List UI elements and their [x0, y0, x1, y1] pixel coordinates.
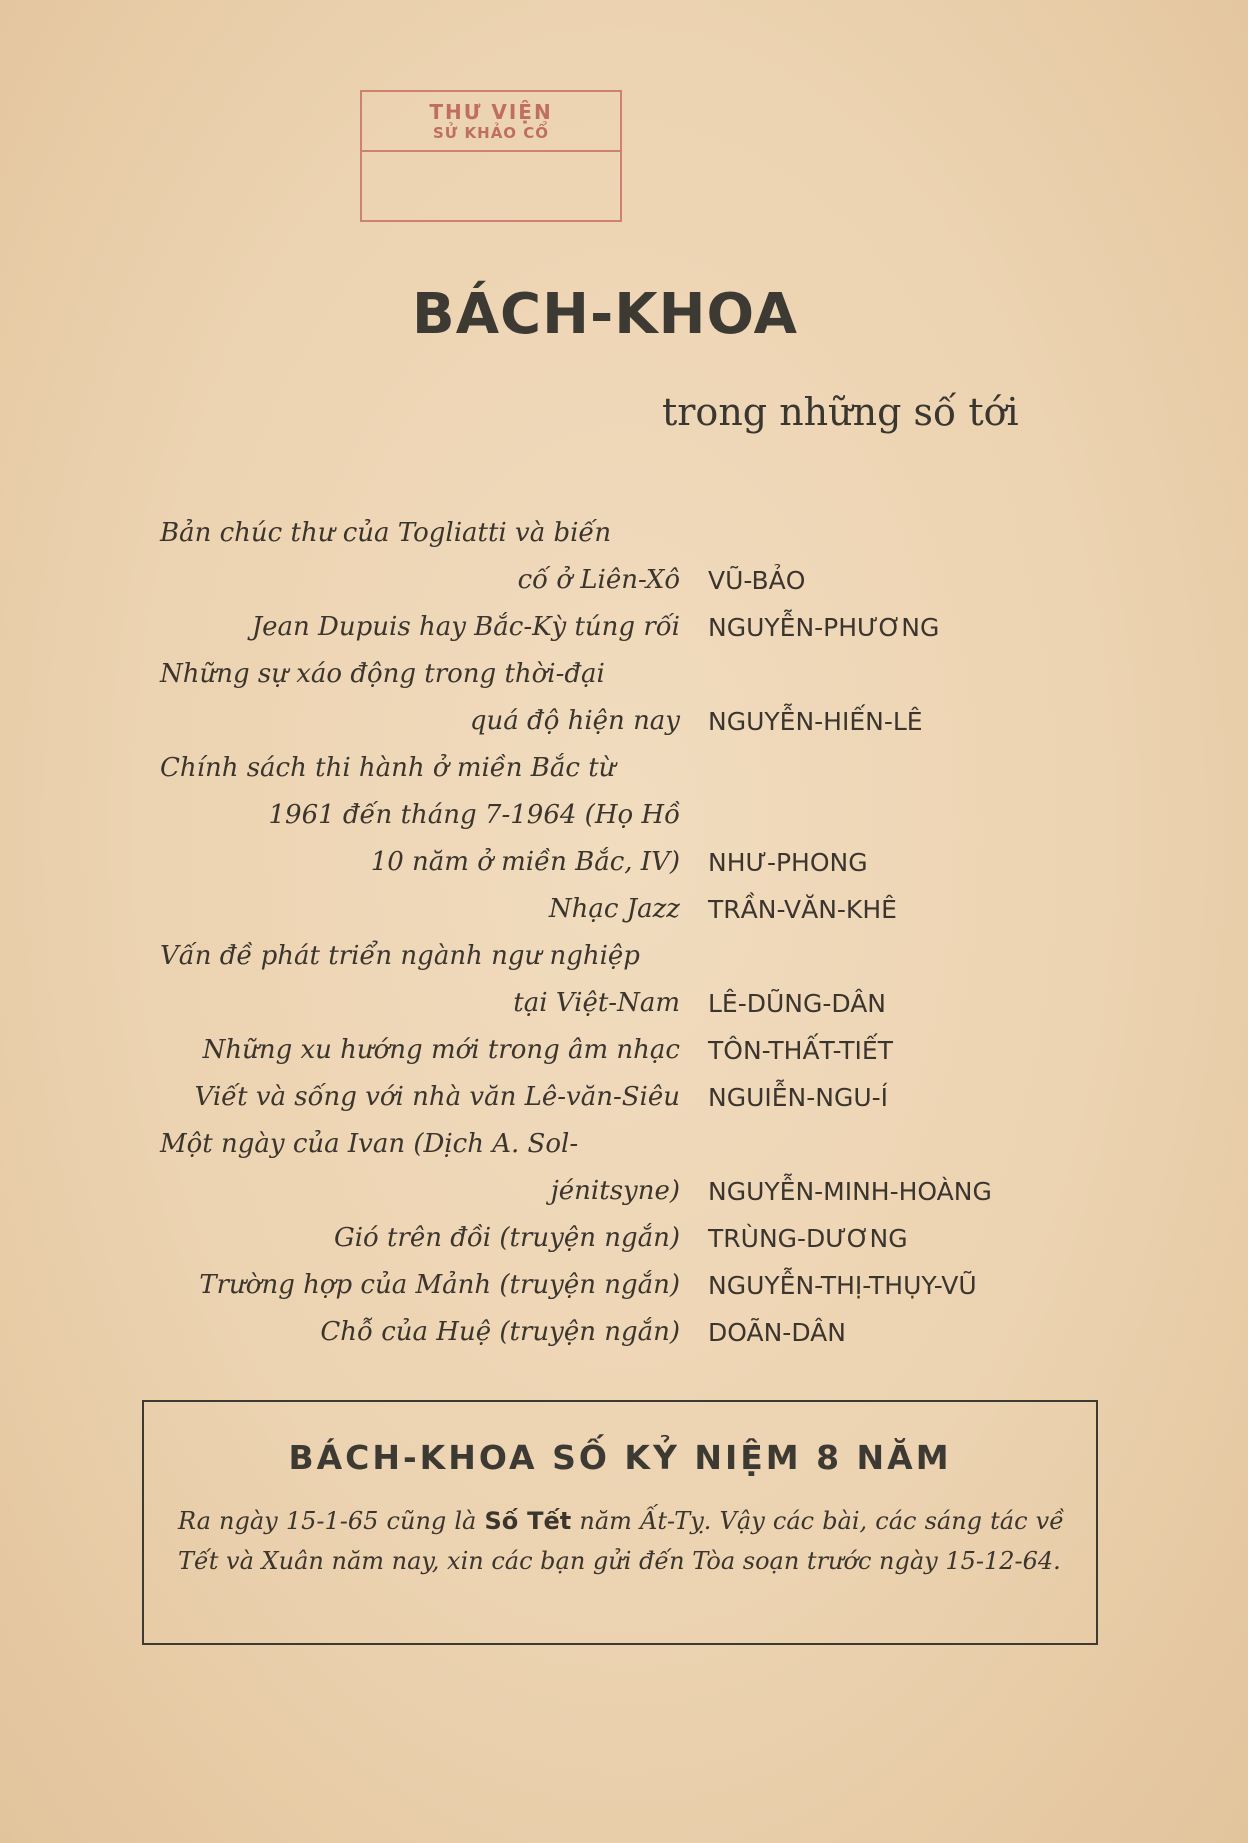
- toc-title-line: 1961 đến tháng 7-1964 (Họ Hồ: [268, 800, 680, 830]
- toc-title-line: Chính sách thi hành ở miền Bắc từ: [160, 753, 616, 783]
- toc-title: [160, 1309, 680, 1356]
- table-of-contents: [160, 510, 1060, 1356]
- announcement-heading: BÁCH-KHOA SỐ KỶ NIỆM 8 NĂM: [288, 1438, 952, 1477]
- toc-title-line: Trường hợp của Mảnh (truyện ngắn): [199, 1270, 680, 1300]
- announcement-bold: Số Tết: [484, 1507, 572, 1535]
- library-stamp: [360, 90, 622, 222]
- announcement-text: [178, 1501, 1064, 1581]
- toc-row: [160, 1074, 1060, 1121]
- toc-row: [160, 1262, 1060, 1309]
- stamp-line-1: THƯ VIỆN: [429, 100, 553, 124]
- toc-title: [160, 1121, 680, 1215]
- stamp-line-2: SỬ KHẢO CỔ: [432, 124, 550, 142]
- toc-author: TÔN-THẤT-TIẾT: [708, 1036, 893, 1065]
- toc-title: [160, 1262, 680, 1309]
- toc-author: LÊ-DŨNG-DÂN: [708, 989, 887, 1018]
- toc-row: [160, 651, 1060, 745]
- toc-title-line: 10 năm ở miền Bắc, IV): [370, 847, 680, 877]
- toc-author: NGUYỄN-MINH-HOÀNG: [708, 1177, 992, 1206]
- toc-title: [160, 651, 680, 745]
- toc-title: [160, 933, 680, 1027]
- toc-title: [160, 886, 680, 933]
- toc-title-line: Những sự xáo động trong thời-đại: [160, 659, 605, 689]
- toc-title-line: Jean Dupuis hay Bắc-Kỳ túng rối: [251, 612, 680, 642]
- toc-title-line: jénitsyne): [550, 1176, 680, 1206]
- stamp-header: [362, 92, 620, 152]
- announcement-text-after: năm Ất-Tỵ. Vậy các bài, các sáng tác về Tết và Xuân năm nay, xin các bạn gửi đến Tòa soạn trước ngày 15-12-64.: [178, 1507, 1065, 1575]
- toc-row: [160, 933, 1060, 1027]
- toc-title-line: Một ngày của Ivan (Dịch A. Sol-: [160, 1129, 579, 1159]
- toc-title-line: quá độ hiện nay: [469, 706, 680, 736]
- toc-title-line: Nhạc Jazz: [548, 894, 680, 924]
- toc-title: [160, 1074, 680, 1121]
- toc-title-line: Chỗ của Huệ (truyện ngắn): [320, 1317, 680, 1347]
- toc-title-line: tại Việt-Nam: [513, 988, 680, 1018]
- toc-author: NGUYỄN-THỊ-THỤY-VŨ: [708, 1271, 977, 1300]
- toc-title-line: cố ở Liên-Xô: [517, 565, 680, 595]
- toc-row: [160, 604, 1060, 651]
- toc-row: [160, 745, 1060, 886]
- toc-author: NGUYỄN-HIẾN-LÊ: [708, 707, 923, 736]
- toc-title: [160, 604, 680, 651]
- toc-author: NGUIỄN-NGU-Í: [708, 1083, 889, 1112]
- toc-title-line: Vấn đề phát triển ngành ngư nghiệp: [160, 941, 640, 971]
- subtitle: trong những số tới: [662, 390, 1019, 434]
- toc-author: TRÙNG-DƯƠNG: [708, 1224, 908, 1253]
- toc-row: [160, 1027, 1060, 1074]
- toc-row: [160, 1309, 1060, 1356]
- toc-author: TRẦN-VĂN-KHÊ: [708, 895, 897, 924]
- toc-author: NGUYỄN-PHƯƠNG: [708, 613, 940, 642]
- toc-title-line: Gió trên đồi (truyện ngắn): [333, 1223, 680, 1253]
- toc-title: [160, 745, 680, 886]
- toc-author: NHƯ-PHONG: [708, 848, 868, 877]
- toc-author: DOÃN-DÂN: [708, 1318, 846, 1347]
- toc-title-line: Những xu hướng mới trong âm nhạc: [202, 1035, 680, 1065]
- toc-row: [160, 510, 1060, 604]
- announcement-box: [142, 1400, 1098, 1645]
- toc-title: [160, 1215, 680, 1262]
- magazine-title: BÁCH-KHOA: [412, 282, 798, 347]
- announcement-text-before: Ra ngày 15-1-65 cũng là: [178, 1507, 485, 1535]
- toc-title: [160, 1027, 680, 1074]
- toc-row: [160, 886, 1060, 933]
- toc-title-line: Bản chúc thư của Togliatti và biến: [160, 518, 612, 548]
- toc-title: [160, 510, 680, 604]
- toc-row: [160, 1215, 1060, 1262]
- toc-row: [160, 1121, 1060, 1215]
- toc-title-line: Viết và sống với nhà văn Lê-văn-Siêu: [194, 1082, 680, 1112]
- toc-author: VŨ-BẢO: [708, 566, 806, 595]
